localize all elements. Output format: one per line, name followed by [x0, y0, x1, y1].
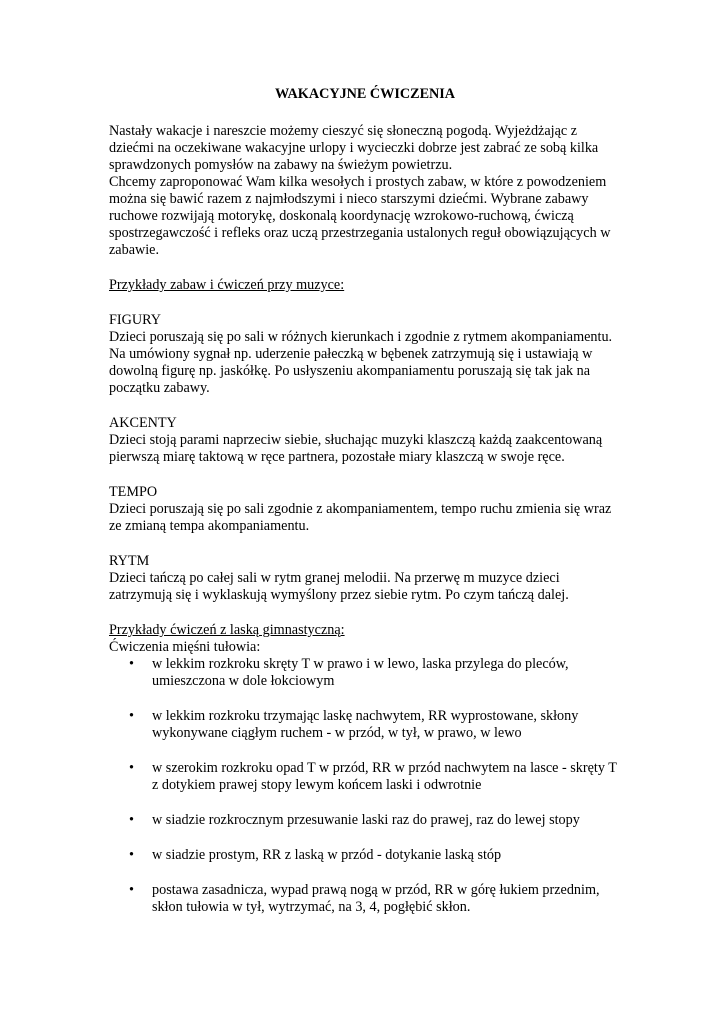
intro-paragraph-2: Chcemy zaproponować Wam kilka wesołych i prostych zabaw, w które z powodzeniem można się bawić razem z najmłodszymi i nieco starszymi dziećmi. Wybrane zabawy ruchowe rozwijają motorykę, doskonalą koordynację wzrokowo-ruchową, ćwiczą spostrzegawczość i refleks oraz uczą przestrzegania ustalonych reguł obowiązujących w zabawie.: [109, 174, 611, 258]
game-description: Dzieci poruszają się po sali zgodnie z akompaniamentem, tempo ruchu zmienia się wraz ze zmianą tempa akompaniamentu.: [109, 501, 612, 534]
bullet-icon: •: [129, 812, 134, 828]
exercise-text: w szerokim rozkroku opad T w przód, RR w przód nachwytem na lasce - skręty T z dotykiem prawej stopy lewym końcem laski i odwrotnie: [152, 760, 617, 793]
game-title: FIGURY: [109, 312, 162, 328]
list-item: [109, 760, 621, 794]
intro-paragraph-1: Nastały wakacje i nareszcie możemy cieszyć się słoneczną pogodą. Wyjeżdżając z dziećmi na oczekiwane wakacyjne urlopy i wycieczki dobrze jest zabrać ze sobą kilka sprawdzonych pomysłów na zabawy na świeżym powietrzu.: [109, 123, 599, 173]
list-item: [109, 882, 621, 916]
stick-exercises-subheading: Ćwiczenia mięśni tułowia:: [109, 639, 261, 655]
game-title: TEMPO: [109, 484, 158, 500]
list-item: [109, 708, 621, 742]
bullet-icon: •: [129, 847, 134, 863]
game-section-figury: [109, 312, 621, 397]
stick-exercises-heading: Przykłady ćwiczeń z laską gimnastyczną:: [109, 622, 345, 638]
bullet-icon: •: [129, 882, 134, 898]
list-item: [109, 812, 621, 829]
document-body: [109, 86, 621, 916]
exercise-text: w siadzie prostym, RR z laską w przód - dotykanie laską stóp: [152, 847, 502, 863]
bullet-icon: •: [129, 760, 134, 776]
list-item: [109, 656, 621, 690]
game-description: Dzieci tańczą po całej sali w rytm granej melodii. Na przerwę m muzyce dzieci zatrzymują się i wyklaskują wymyślony przez siebie rytm. Po czym tańczą dalej.: [109, 570, 569, 603]
game-description: Dzieci poruszają się po sali w różnych kierunkach i zgodnie z rytmem akompaniamentu. Na umówiony sygnał np. uderzenie pałeczką w bębenek zatrzymują się i ustawiają w dowolną figurę np. jaskółkę. Po usłyszeniu akompaniamentu poruszają się tak jak na początku zabawy.: [109, 329, 613, 396]
exercise-text: w siadzie rozkrocznym przesuwanie laski raz do prawej, raz do lewej stopy: [152, 812, 580, 828]
game-title: RYTM: [109, 553, 150, 569]
bullet-icon: •: [129, 708, 134, 724]
game-section-rytm: [109, 553, 621, 604]
bullet-icon: •: [129, 656, 134, 672]
exercise-text: w lekkim rozkroku skręty T w prawo i w lewo, laska przylega do pleców, umieszczona w dole łokciowym: [152, 656, 569, 689]
game-description: Dzieci stoją parami naprzeciw siebie, słuchając muzyki klaszczą każdą zaakcentowaną pierwszą miarę taktową w ręce partnera, pozostałe miary klaszczą w swoje ręce.: [109, 432, 603, 465]
list-item: [109, 847, 621, 864]
game-section-akcenty: [109, 415, 621, 466]
exercise-text: w lekkim rozkroku trzymając laskę nachwytem, RR wyprostowane, skłony wykonywane ciągłym ruchem - w przód, w tył, w prawo, w lewo: [152, 708, 579, 741]
game-title: AKCENTY: [109, 415, 177, 431]
stick-exercise-list: [109, 656, 621, 916]
game-section-tempo: [109, 484, 621, 535]
exercise-text: postawa zasadnicza, wypad prawą nogą w przód, RR w górę łukiem przednim, skłon tułowia w tył, wytrzymać, na 3, 4, pogłębić skłon.: [152, 882, 600, 915]
document-title: WAKACYJNE ĆWICZENIA: [274, 86, 456, 102]
music-games-heading: Przykłady zabaw i ćwiczeń przy muzyce:: [109, 277, 345, 293]
